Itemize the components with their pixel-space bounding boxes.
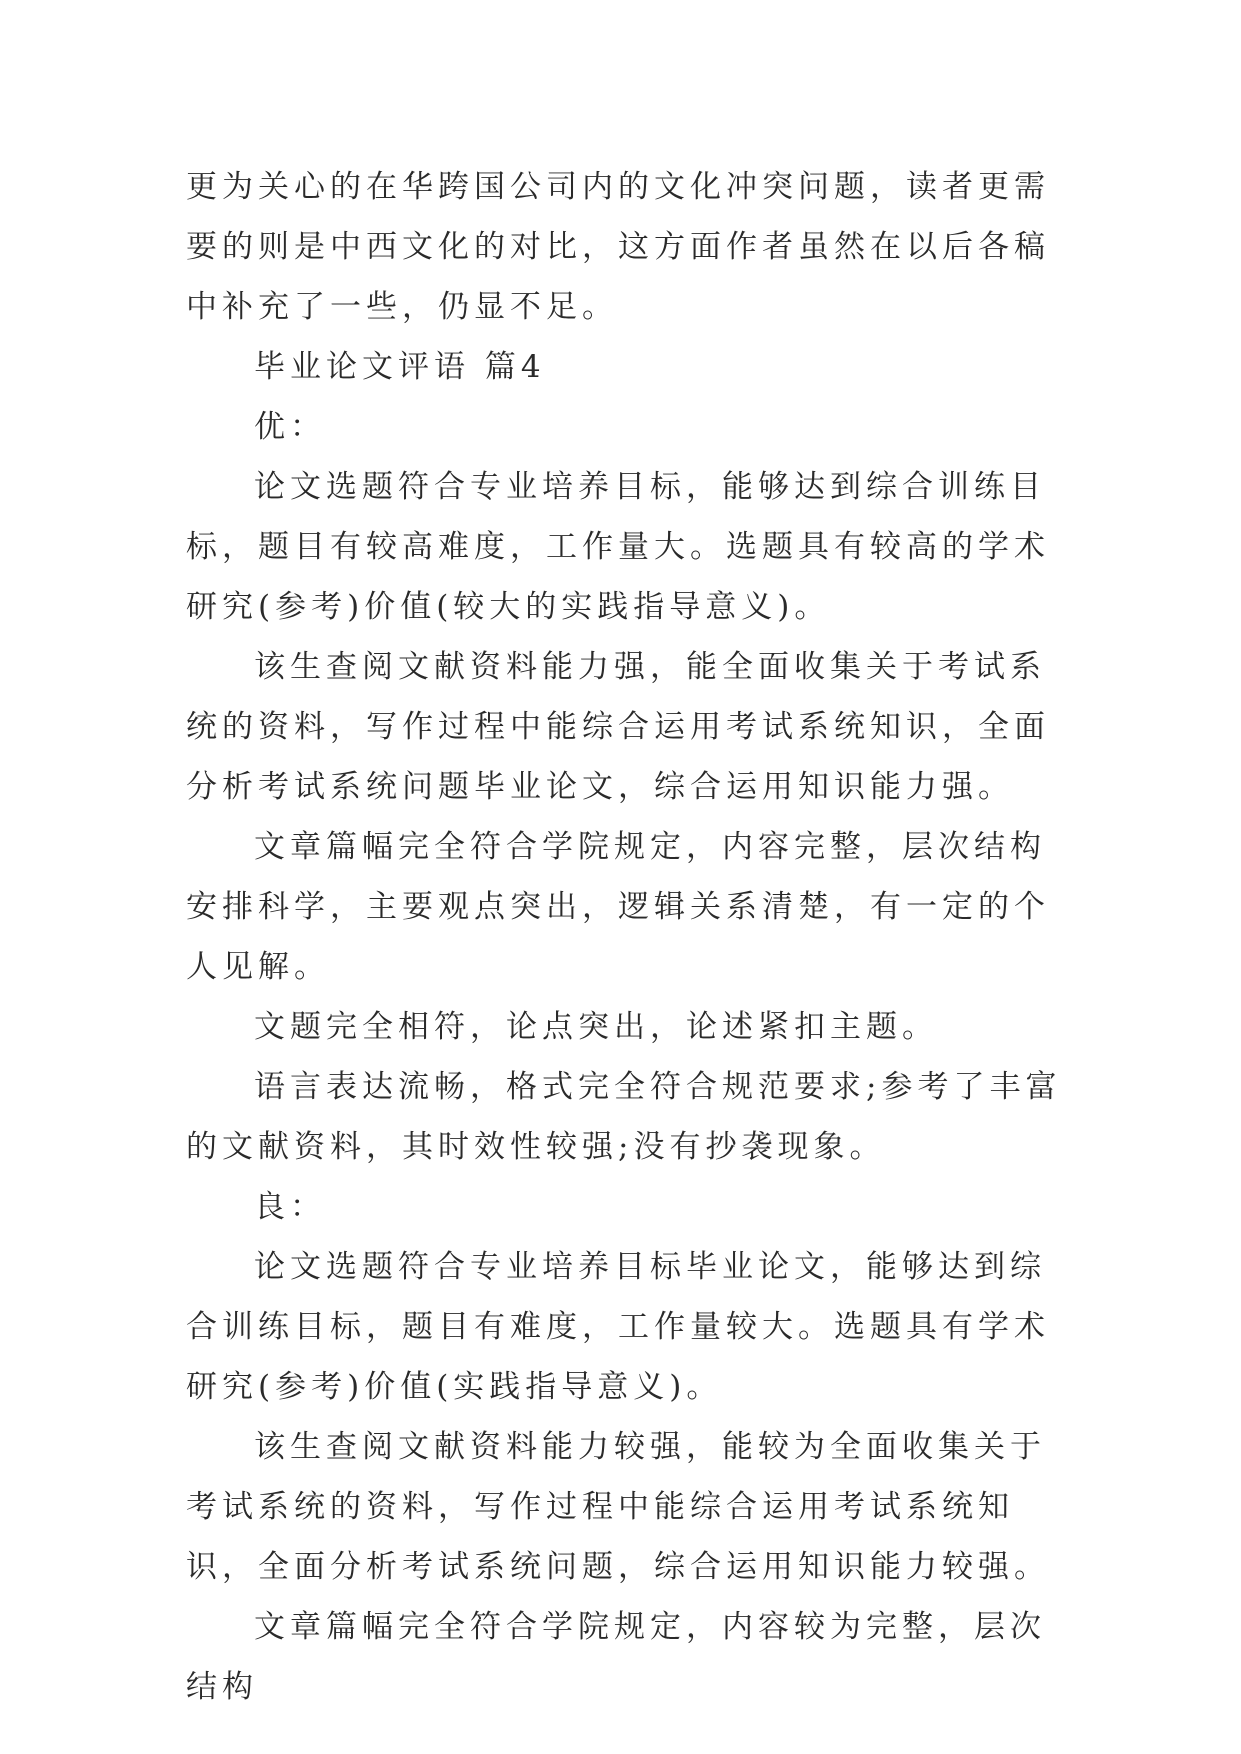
- paragraph: 语言表达流畅，格式完全符合规范要求;参考了丰富的文献资料，其时效性较强;没有抄袭现象。: [186, 1069, 1062, 1165]
- document-body: [186, 157, 1070, 1717]
- paragraph: 文章篇幅完全符合学院规定，内容完整，层次结构安排科学，主要观点突出，逻辑关系清楚，有一定的个人见解。: [186, 829, 1050, 985]
- paragraph: 论文选题符合专业培养目标，能够达到综合训练目标，题目有较高难度，工作量大。选题具有较高的学术研究(参考)价值(较大的实践指导意义)。: [186, 469, 1050, 625]
- paragraph: 文题完全相符，论点突出，论述紧扣主题。: [254, 1009, 938, 1045]
- paragraph: 该生查阅文献资料能力较强，能较为全面收集关于考试系统的资料，写作过程中能综合运用考试系统知识，全面分析考试系统问题，综合运用知识能力较强。: [186, 1429, 1050, 1585]
- paragraph: 论文选题符合专业培养目标毕业论文，能够达到综合训练目标，题目有难度，工作量较大。选题具有学术研究(参考)价值(实践指导意义)。: [186, 1249, 1050, 1405]
- paragraph-truncated: 文章篇幅完全符合学院规定，内容较为完整，层次结构: [186, 1609, 1046, 1705]
- section-heading: 毕业论文评语 篇4: [254, 349, 546, 385]
- grade-label-good: 良：: [254, 1189, 326, 1225]
- paragraph: 该生查阅文献资料能力强，能全面收集关于考试系统的资料，写作过程中能综合运用考试系统知识，全面分析考试系统问题毕业论文，综合运用知识能力强。: [186, 649, 1050, 805]
- paragraph-continuation: 更为关心的在华跨国公司内的文化冲突问题，读者更需要的则是中西文化的对比，这方面作者虽然在以后各稿中补充了一些，仍显不足。: [186, 169, 1050, 325]
- grade-label-excellent: 优：: [254, 409, 326, 445]
